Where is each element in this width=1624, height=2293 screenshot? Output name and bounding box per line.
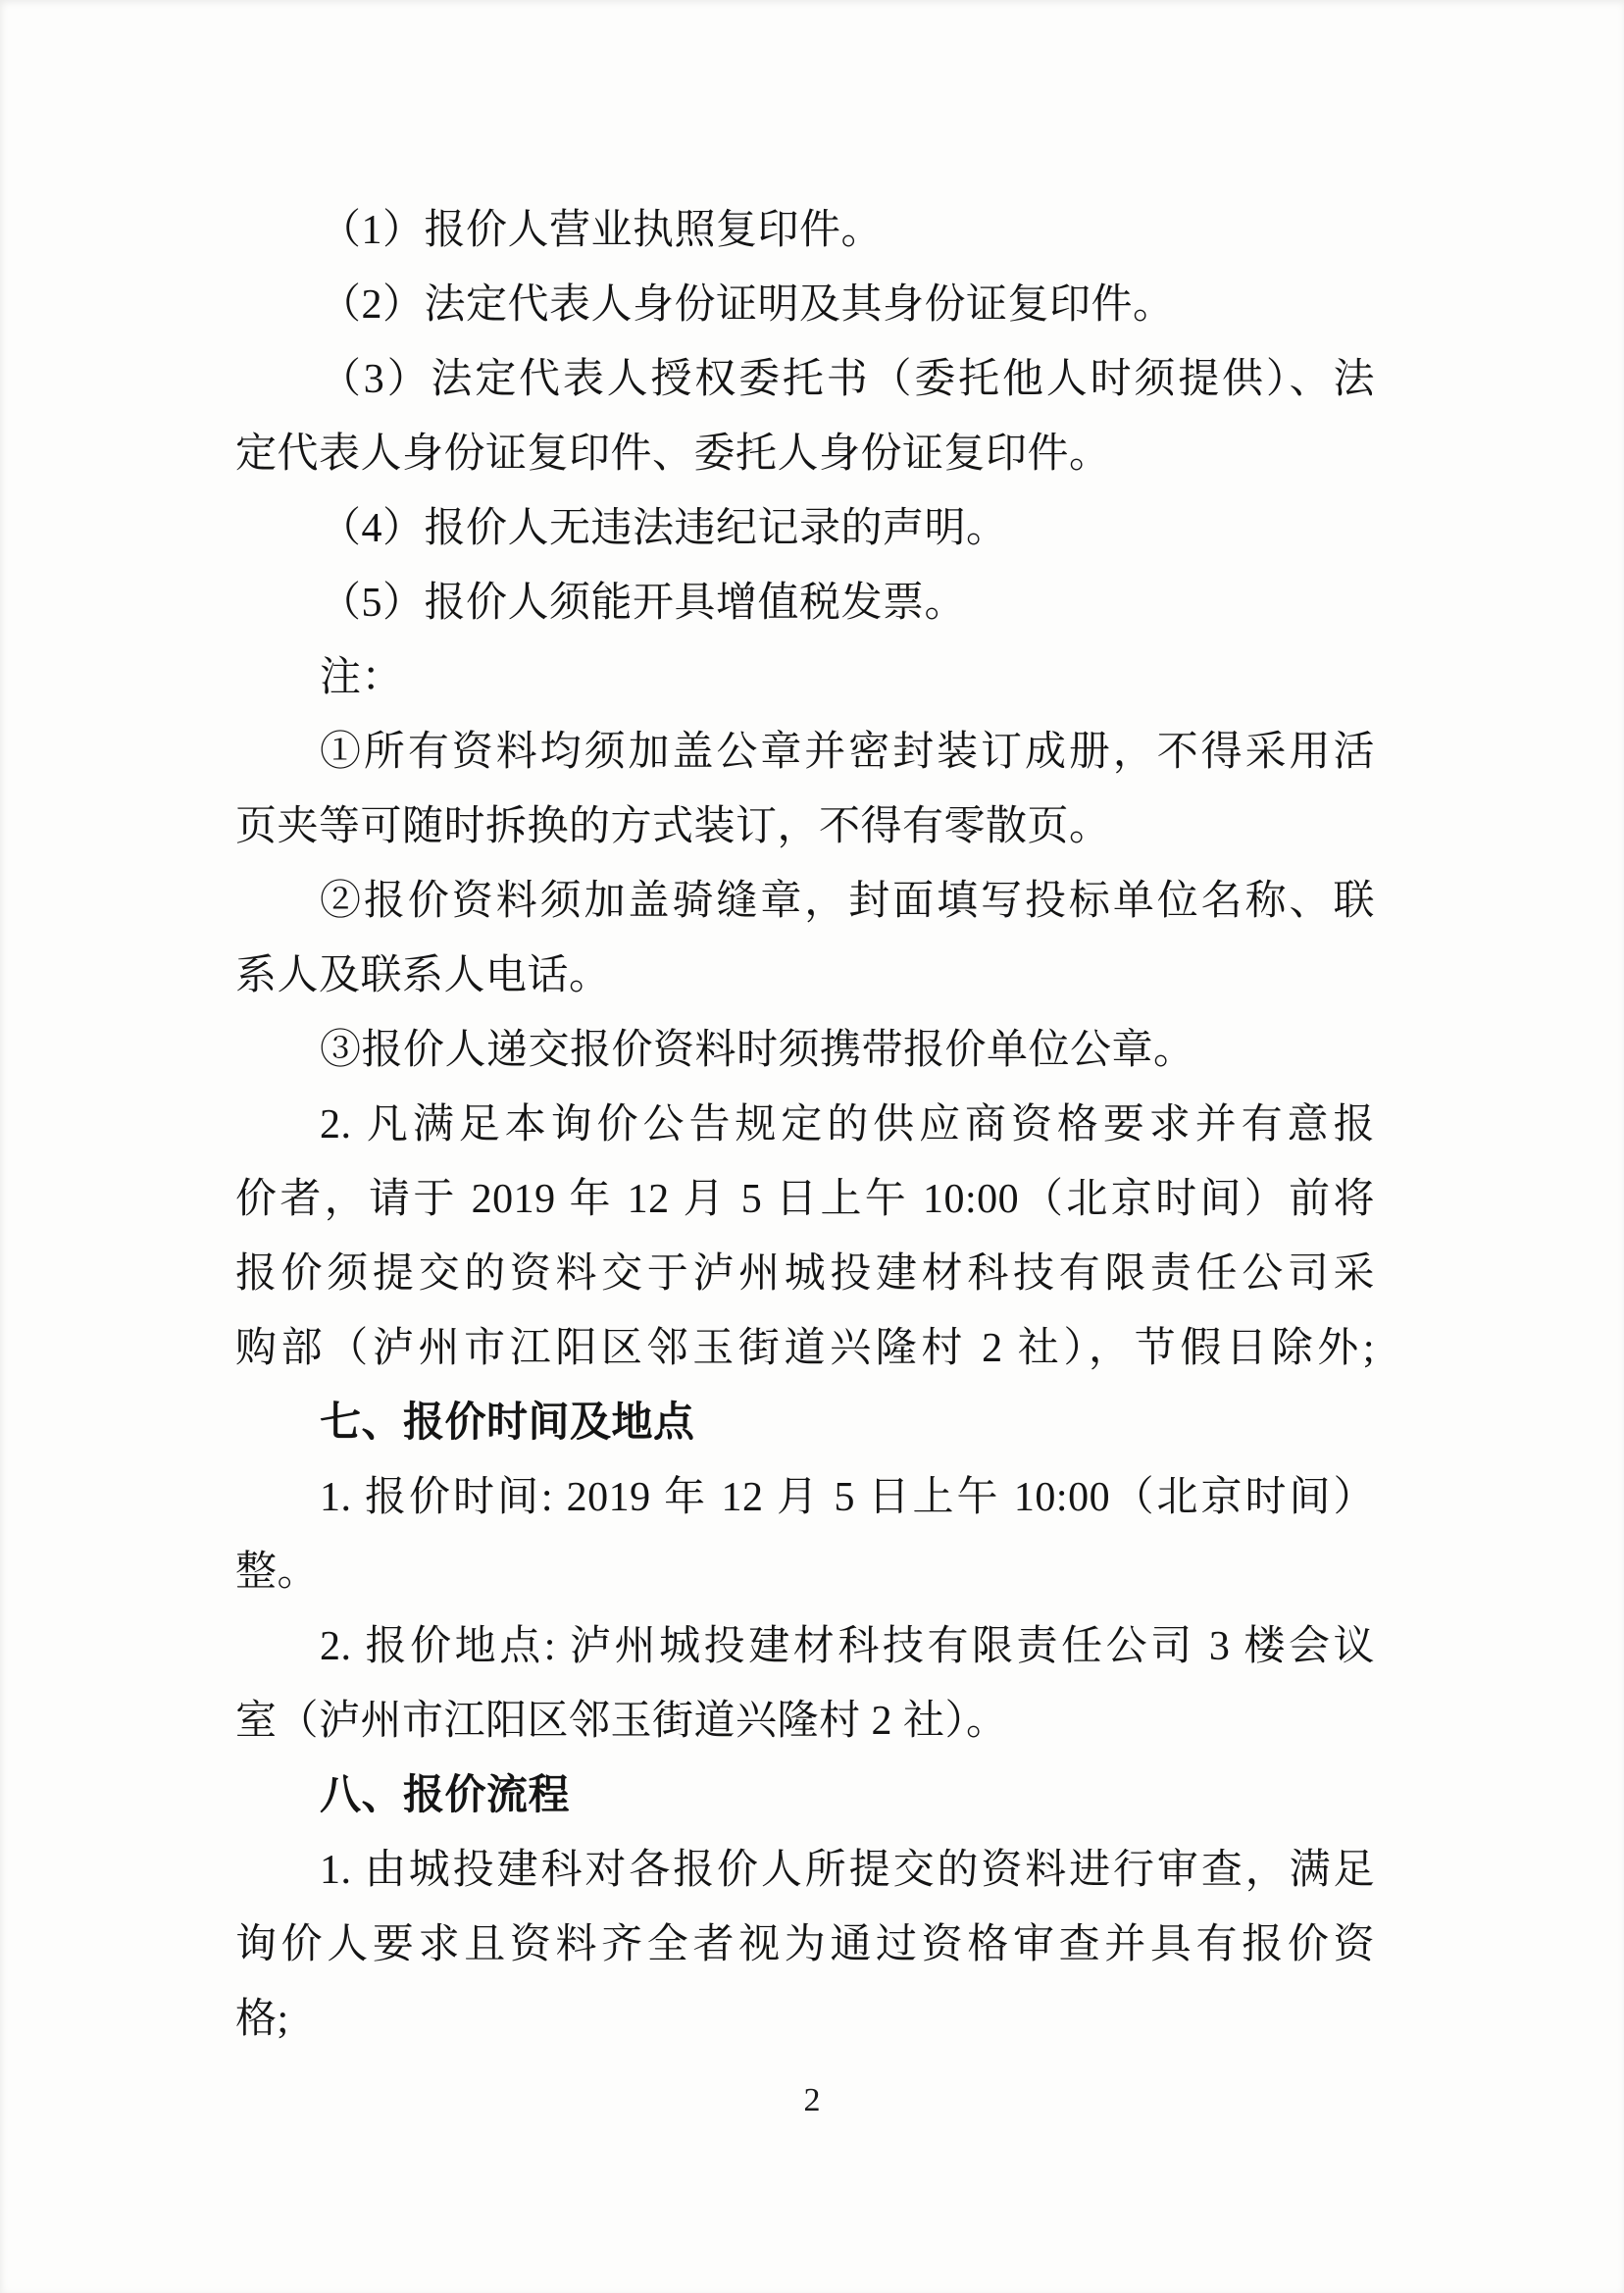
process-step-1-line-3: 格;: [235, 1997, 289, 2042]
note-label: 注：: [320, 655, 404, 700]
list-item-2: （2）法定代表人身份证明及其身份证复印件。: [320, 282, 1175, 328]
quote-time-line-1: 1. 报价时间: 2019 年 12 月 5 日上午 10:00（北京时间）: [320, 1475, 1375, 1520]
quote-place-line-1: 2. 报价地点: 泸州城投建材科技有限责任公司 3 楼会议: [320, 1624, 1375, 1669]
list-item-3-cont: 定代表人身份证复印件、委托人身份证复印件。: [235, 432, 1111, 477]
note-item-2-cont: 系人及联系人电话。: [235, 953, 611, 998]
clause-2-line-2: 价者，请于 2019 年 12 月 5 日上午 10:00（北京时间）前将: [235, 1177, 1375, 1222]
note-item-2: ②报价资料须加盖骑缝章，封面填写投标单位名称、联: [320, 879, 1375, 924]
note-item-3: ③报价人递交报价资料时须携带报价单位公章。: [320, 1028, 1195, 1073]
list-item-4: （4）报价人无违法违纪记录的声明。: [320, 506, 1008, 551]
list-item-3: （3）法定代表人授权委托书（委托他人时须提供）、法: [320, 357, 1375, 402]
page-number: 2: [803, 2082, 821, 2118]
list-item-1: （1）报价人营业执照复印件。: [320, 208, 884, 253]
quote-time-line-2: 整。: [235, 1550, 320, 1595]
note-item-1-cont: 页夹等可随时拆换的方式装订，不得有零散页。: [235, 804, 1111, 849]
quote-place-line-2: 室（泸州市江阳区邻玉街道兴隆村 2 社）。: [235, 1699, 1008, 1744]
section-heading-7: 七、报价时间及地点: [320, 1401, 695, 1446]
clause-2-line-3: 报价须提交的资料交于泸州城投建材科技有限责任公司采: [235, 1251, 1375, 1297]
process-step-1-line-1: 1. 由城投建科对各报价人所提交的资料进行审查，满足: [320, 1848, 1375, 1893]
clause-2-line-1: 2. 凡满足本询价公告规定的供应商资格要求并有意报: [320, 1102, 1375, 1147]
document-body-text: [235, 193, 1375, 2057]
clause-2-line-4: 购部（泸州市江阳区邻玉街道兴隆村 2 社），节假日除外;: [235, 1326, 1375, 1371]
list-item-5: （5）报价人须能开具增值税发票。: [320, 581, 967, 626]
section-heading-8: 八、报价流程: [320, 1773, 571, 1818]
note-item-1: ①所有资料均须加盖公章并密封装订成册，不得采用活: [320, 730, 1375, 775]
process-step-1-line-2: 询价人要求且资料齐全者视为通过资格审查并具有报价资: [235, 1922, 1375, 1967]
